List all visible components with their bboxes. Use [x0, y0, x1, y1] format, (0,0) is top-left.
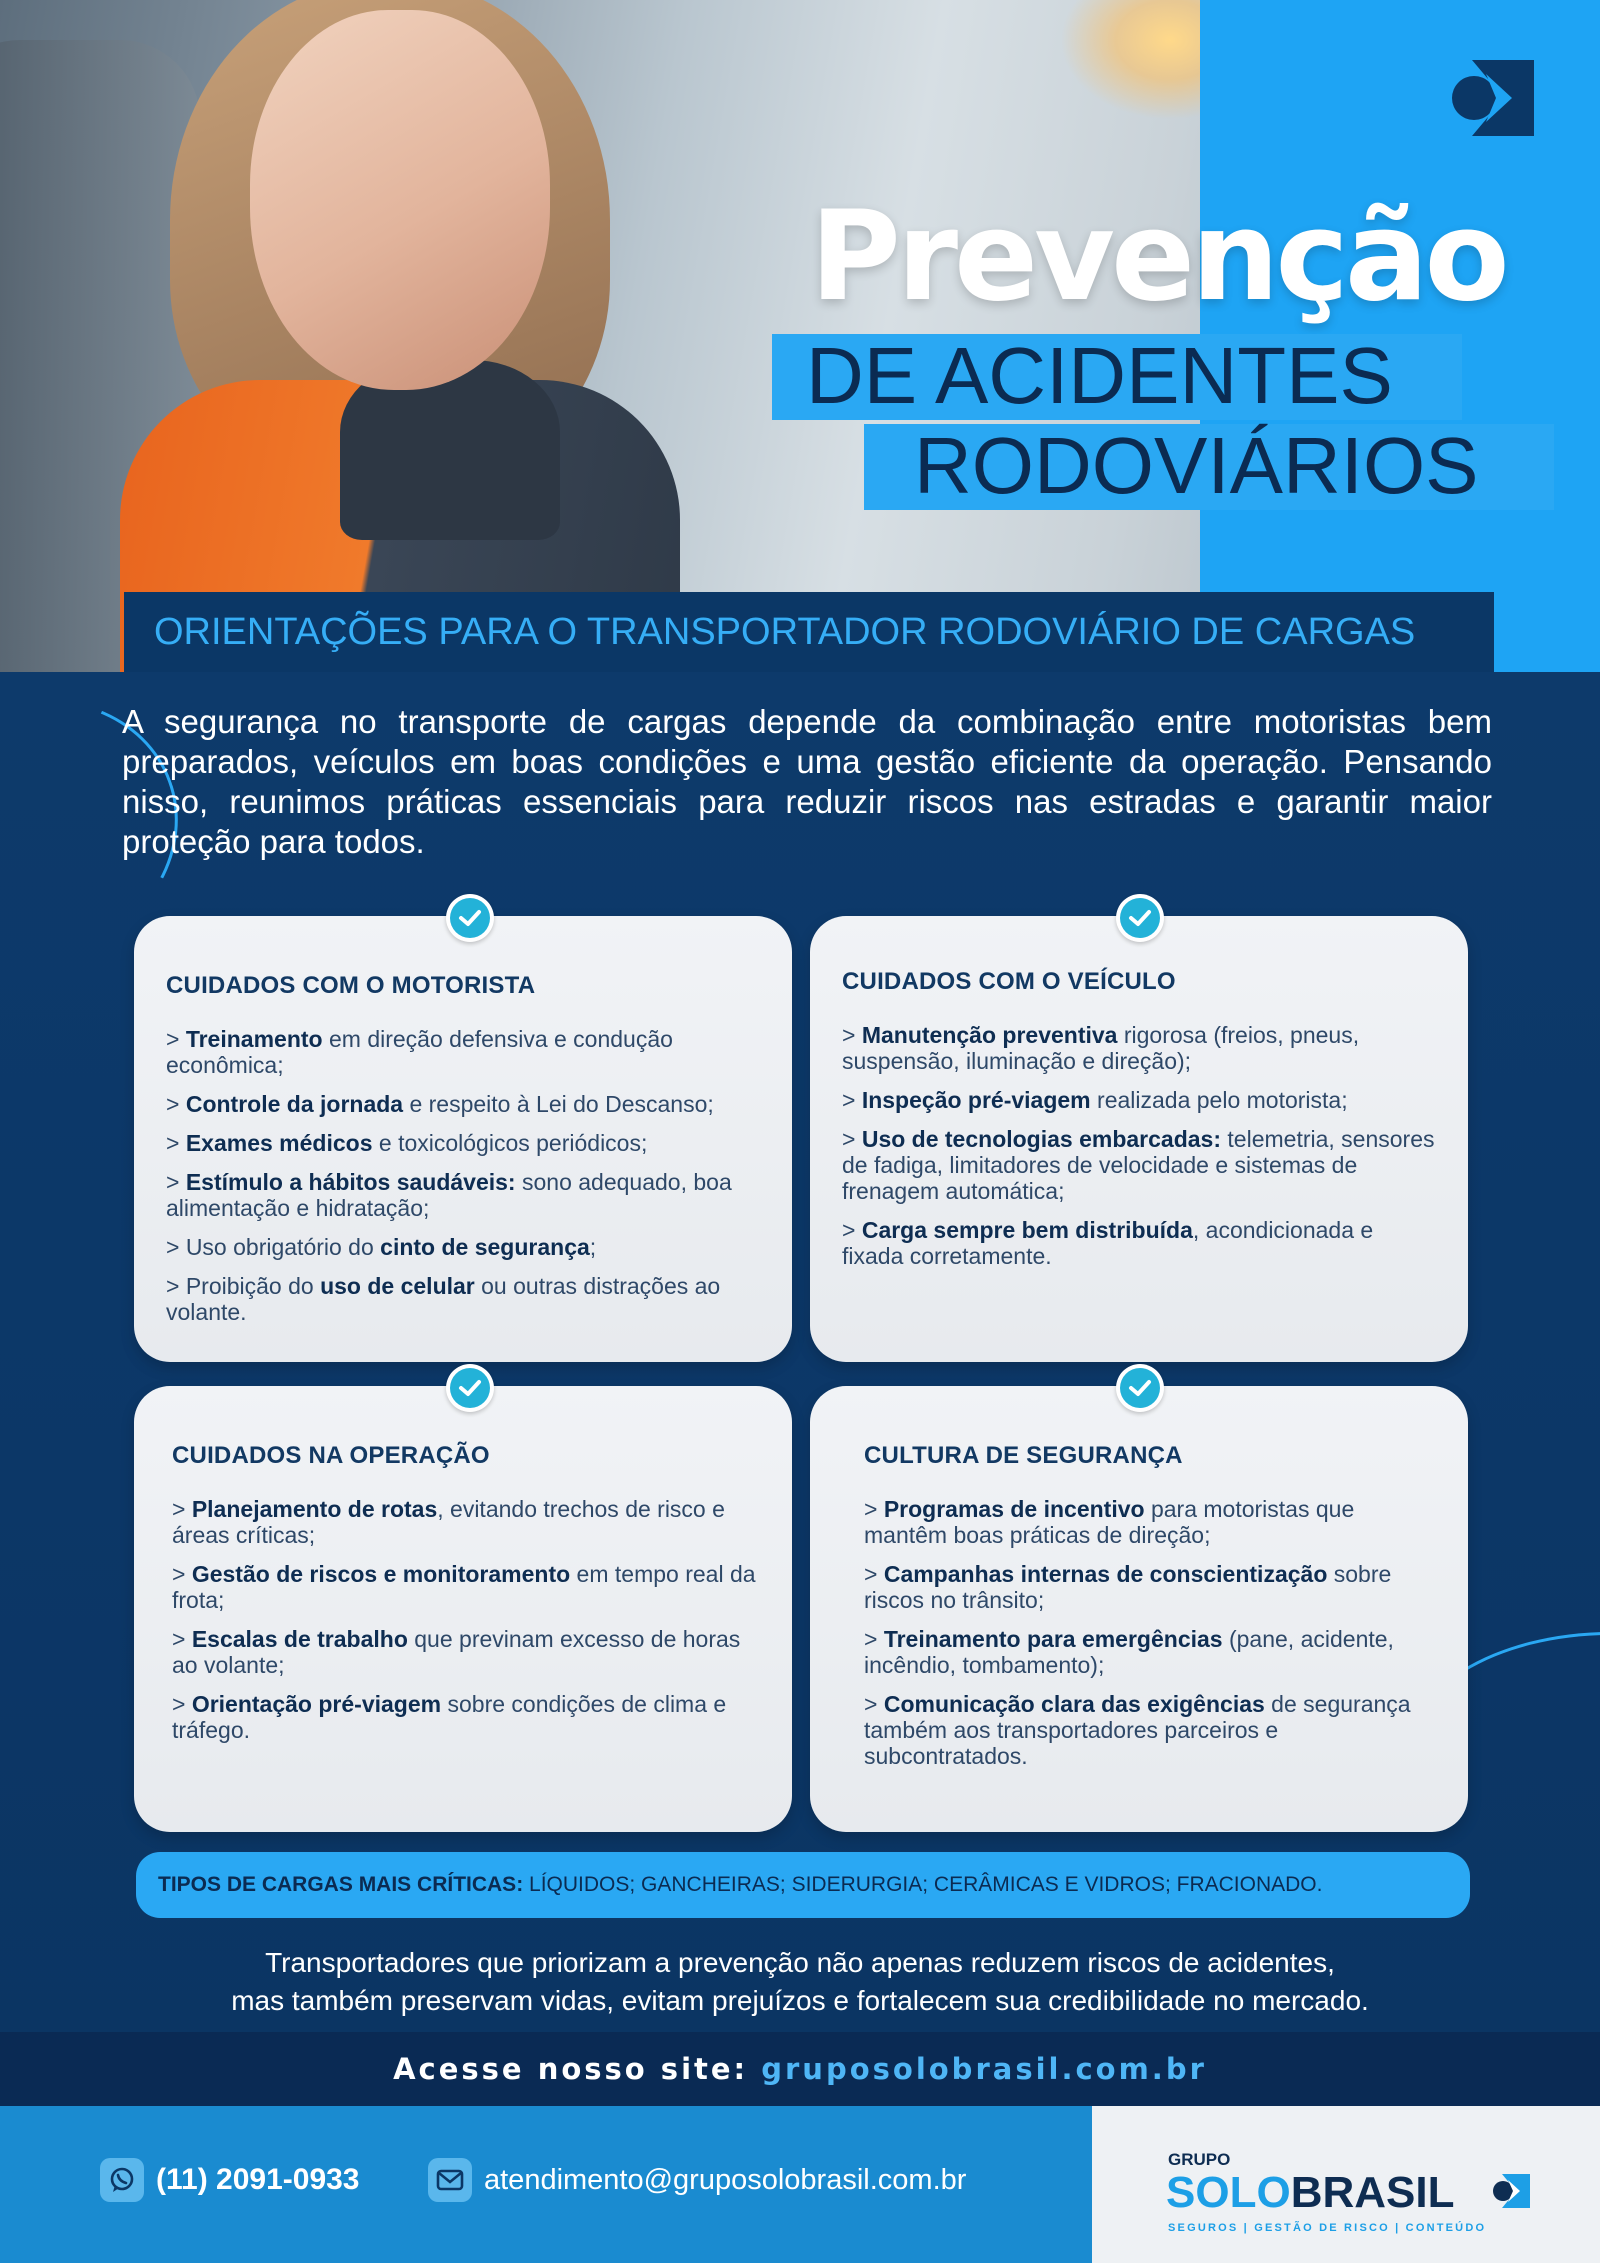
critical-cargo-list: LÍQUIDOS; GANCHEIRAS; SIDERURGIA; CERÂMICAS E VIDROS; FRACIONADO.	[523, 1873, 1323, 1896]
item-prefix: >	[864, 1561, 884, 1587]
item-highlight: Planejamento de rotas	[191, 1496, 438, 1522]
main-content	[0, 672, 1600, 2032]
email-contact[interactable]	[428, 2158, 966, 2202]
critical-cargo-bar	[136, 1852, 1470, 1918]
brand-name	[1166, 2168, 1454, 2218]
item-prefix: >	[842, 1126, 862, 1152]
card-list-item	[842, 1087, 1438, 1113]
item-highlight: Escalas de trabalho	[191, 1626, 408, 1652]
item-prefix: > Proibição do	[166, 1273, 321, 1299]
card-title: CUIDADOS COM O VEÍCULO	[842, 968, 1176, 995]
item-prefix: >	[166, 1130, 186, 1156]
phone-contact[interactable]	[100, 2158, 360, 2202]
item-prefix: >	[842, 1217, 862, 1243]
phone-number: (11) 2091-0933	[156, 2163, 360, 2196]
card-list-item	[172, 1626, 762, 1678]
item-prefix: >	[864, 1626, 884, 1652]
closing-text	[0, 1944, 1600, 2020]
item-text: que previnam excesso de horas ao volante;	[172, 1626, 741, 1678]
hero-section	[0, 0, 1600, 672]
item-highlight: Treinamento para emergências	[883, 1626, 1223, 1652]
card-list-item	[842, 1217, 1438, 1269]
card-list-item	[166, 1130, 762, 1156]
item-prefix: >	[842, 1087, 862, 1113]
item-prefix: >	[166, 1169, 186, 1195]
whatsapp-icon	[100, 2158, 144, 2202]
item-text: (pane, acidente, incêndio, tombamento);	[864, 1626, 1394, 1678]
item-highlight: Exames médicos	[185, 1130, 373, 1156]
item-highlight: Comunicação clara das exigências	[883, 1691, 1265, 1717]
card-list-item	[842, 1022, 1438, 1074]
card-list-item	[166, 1169, 762, 1221]
item-prefix: >	[166, 1091, 186, 1117]
critical-cargo-label: TIPOS DE CARGAS MAIS CRÍTICAS:	[158, 1873, 524, 1896]
brand-logo	[1092, 2106, 1600, 2263]
brand-brasil: BRASIL	[1290, 2168, 1455, 2217]
item-prefix: >	[172, 1561, 192, 1587]
driver-photo	[130, 0, 690, 672]
card-list-item	[172, 1496, 762, 1548]
site-link[interactable]: gruposolobrasil.com.br	[761, 2052, 1207, 2086]
item-text: para motoristas que mantêm boas práticas de direção;	[864, 1496, 1355, 1548]
brand-mark-icon	[1492, 2174, 1530, 2208]
item-prefix: > Uso obrigatório do	[166, 1234, 381, 1260]
item-text: ;	[589, 1234, 597, 1260]
item-text: , evitando trechos de risco e áreas críticas;	[172, 1496, 725, 1548]
card-driver	[134, 916, 792, 1362]
item-highlight: Orientação pré-viagem	[191, 1691, 442, 1717]
check-icon	[1116, 894, 1164, 942]
card-list-item	[864, 1626, 1438, 1678]
check-icon	[446, 1364, 494, 1412]
card-title: CUIDADOS NA OPERAÇÃO	[172, 1442, 490, 1469]
item-text: sobre riscos no trânsito;	[864, 1561, 1392, 1613]
item-highlight: Inspeção pré-viagem	[861, 1087, 1091, 1113]
item-prefix: >	[166, 1026, 186, 1052]
card-list-item	[166, 1234, 762, 1260]
item-text: , acondicionada e fixada corretamente.	[842, 1217, 1374, 1269]
item-text: e toxicológicos periódicos;	[372, 1130, 648, 1156]
subtitle-bar: ORIENTAÇÕES PARA O TRANSPORTADOR RODOVIÁRIO DE CARGAS	[124, 592, 1494, 672]
card-list-item	[842, 1126, 1438, 1204]
item-highlight: Gestão de riscos e monitoramento	[191, 1561, 571, 1587]
brand-tagline: SEGUROS | GESTÃO DE RISCO | CONTEÚDO	[1168, 2222, 1487, 2234]
card-list-item	[166, 1026, 762, 1078]
item-text: e respeito à Lei do Descanso;	[403, 1091, 714, 1117]
item-highlight: Treinamento	[185, 1026, 323, 1052]
item-prefix: >	[864, 1496, 884, 1522]
brand-mark-icon	[1450, 60, 1534, 136]
closing-line-2: mas também preservam vidas, evitam prejuízos e fortalecem sua credibilidade no mercado.	[231, 1985, 1369, 2016]
card-list	[172, 1496, 762, 1743]
item-highlight: Manutenção preventiva	[861, 1022, 1118, 1048]
card-list-item	[166, 1273, 762, 1325]
title-line-1: DE ACIDENTES	[772, 334, 1462, 420]
card-vehicle	[810, 916, 1468, 1362]
item-text: em tempo real da frota;	[172, 1561, 756, 1613]
card-list-item	[172, 1561, 762, 1613]
item-highlight: Carga sempre bem distribuída	[861, 1217, 1193, 1243]
card-list-item	[166, 1091, 762, 1117]
item-highlight: Campanhas internas de conscientização	[883, 1561, 1328, 1587]
card-list	[842, 1022, 1438, 1269]
item-highlight: cinto de segurança	[380, 1234, 590, 1260]
item-text: sobre condições de clima e tráfego.	[172, 1691, 727, 1743]
item-text: realizada pelo motorista;	[1090, 1087, 1348, 1113]
brand-grupo: GRUPO	[1168, 2150, 1231, 2169]
intro-paragraph: A segurança no transporte de cargas depende da combinação entre motoristas bem preparados, veículos em boas condições e uma gestão eficiente da operação. Pensando nisso, reunimos práticas essenciais para reduzir riscos nas estradas e garantir maior proteção para todos.	[122, 703, 1492, 860]
card-list-item	[172, 1691, 762, 1743]
card-list-item	[864, 1496, 1438, 1548]
item-prefix: >	[172, 1626, 192, 1652]
item-text: de segurança também aos transportadores parceiros e subcontratados.	[864, 1691, 1411, 1769]
card-operation	[134, 1386, 792, 1832]
item-prefix: >	[864, 1691, 884, 1717]
item-text: em direção defensiva e condução econômica;	[166, 1026, 673, 1078]
item-text: telemetria, sensores de fadiga, limitadores de velocidade e sistemas de frenagem automática;	[842, 1126, 1435, 1204]
title-line-2: RODOVIÁRIOS	[864, 424, 1554, 510]
card-safety-culture	[810, 1386, 1468, 1832]
card-list	[864, 1496, 1438, 1769]
card-list-item	[864, 1691, 1438, 1769]
item-highlight: Estímulo a hábitos saudáveis:	[185, 1169, 516, 1195]
item-highlight: Programas de incentivo	[883, 1496, 1145, 1522]
footer-contacts	[0, 2106, 1092, 2263]
brand-solo: SOLO	[1166, 2168, 1291, 2217]
item-text: rigorosa (freios, pneus, suspensão, iluminação e direção);	[842, 1022, 1360, 1074]
check-icon	[1116, 1364, 1164, 1412]
card-title: CULTURA DE SEGURANÇA	[864, 1442, 1183, 1469]
check-icon	[446, 894, 494, 942]
item-text: ou outras distrações ao volante.	[166, 1273, 721, 1325]
item-highlight: uso de celular	[320, 1273, 475, 1299]
card-title: CUIDADOS COM O MOTORISTA	[166, 972, 536, 999]
site-bar	[0, 2032, 1600, 2106]
mail-icon	[428, 2158, 472, 2202]
title-main: Prevenção	[810, 185, 1506, 329]
closing-line-1: Transportadores que priorizam a prevenção não apenas reduzem riscos de acidentes,	[265, 1947, 1335, 1978]
site-label: Acesse nosso site:	[393, 2052, 762, 2086]
item-prefix: >	[172, 1691, 192, 1717]
card-list	[166, 1026, 762, 1325]
item-prefix: >	[842, 1022, 862, 1048]
item-highlight: Uso de tecnologias embarcadas:	[861, 1126, 1222, 1152]
email-address: atendimento@gruposolobrasil.com.br	[484, 2163, 967, 2196]
card-list-item	[864, 1561, 1438, 1613]
item-highlight: Controle da jornada	[185, 1091, 404, 1117]
item-text: sono adequado, boa alimentação e hidratação;	[166, 1169, 732, 1221]
item-prefix: >	[172, 1496, 192, 1522]
